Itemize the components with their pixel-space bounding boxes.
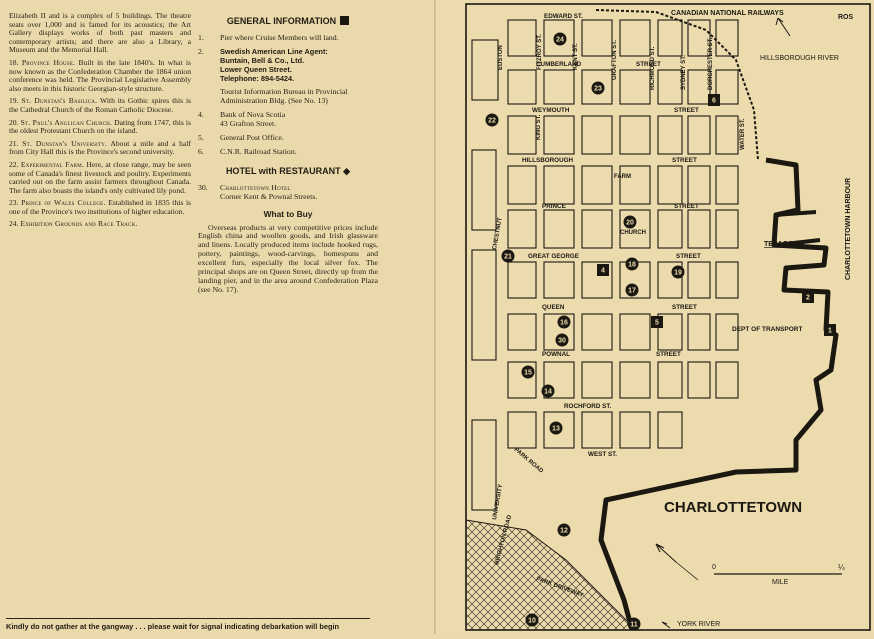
circle-marker (626, 284, 639, 297)
info-number (198, 88, 220, 106)
left-page (0, 0, 436, 634)
marker-number: 24 (556, 36, 564, 44)
street-label: EUSTON (498, 45, 504, 70)
attraction-entry (9, 161, 191, 195)
entry-title: St. Dunstan's University. (22, 138, 108, 148)
square-marker (802, 291, 814, 303)
farm-label: FARM (614, 174, 631, 180)
hotel-address: Corner Kent & Pownal Streets. (220, 191, 318, 201)
city-block (508, 116, 536, 154)
street-label: BRIGHTON ROAD (494, 514, 514, 566)
marker-number: 18 (628, 261, 636, 269)
entry-title: Province House. (21, 57, 76, 67)
info-number: 6. (198, 146, 204, 156)
marker-number: 30 (558, 337, 566, 345)
street-label: PARK ROAD (512, 446, 545, 475)
street-label: STREET (636, 61, 661, 68)
entry-text: Established in 1835 this is one of the Province's two institutions of higher education. (9, 198, 192, 216)
marker-number: 1 (828, 327, 832, 335)
circle-marker (558, 524, 571, 537)
attraction-entry (9, 12, 191, 55)
city-block (544, 210, 574, 248)
marker-number: 11 (630, 621, 638, 629)
marker-number: 5 (655, 319, 659, 327)
entry-text: About a mile and a half from City Hall this is the Province's second university. (9, 138, 191, 157)
circle-marker (556, 334, 569, 347)
info-item (198, 88, 378, 106)
circle-marker (486, 114, 499, 127)
city-block (716, 262, 738, 298)
circle-marker (542, 385, 555, 398)
entry-number: 20. (9, 117, 19, 127)
hotel-name: Charlottetown Hotel (220, 182, 291, 192)
entry-title: St. Paul's Anglican Church. (20, 117, 113, 127)
info-line: Buntain, Bell & Co., Ltd. (220, 55, 305, 65)
square-marker-icon (340, 16, 349, 25)
entry-title: St. Dunstan's Basilica. (21, 96, 98, 106)
marker-number: 2 (806, 294, 810, 302)
info-line: Lower Queen Street. (220, 64, 292, 74)
circle-marker (522, 366, 535, 379)
marker-number: 6 (712, 97, 716, 105)
city-block (582, 20, 612, 56)
entry-text: Built in the late 1840's. In what is now known as the Confederation Chamber the 1864 union conference was held. The Provincial Legislative Assembly also meets in this historic Georgian-style structure. (9, 57, 191, 93)
info-line: 43 Grafton Street. (220, 119, 277, 129)
street-label: STREET (656, 351, 681, 358)
outer-block (472, 420, 496, 510)
info-text (220, 111, 285, 129)
city-block (688, 116, 710, 154)
north-arrow-icon (656, 544, 676, 562)
corner-initials: ROS (838, 14, 854, 21)
info-number: 2. (198, 46, 204, 56)
outer-block (472, 250, 496, 360)
marker-number: 4 (601, 267, 605, 275)
general-info-column (198, 16, 378, 295)
marker-number: 22 (488, 117, 496, 125)
info-text: Tourist Information Bureau in Provincial Administration Bldg. (See No. 13) (220, 87, 348, 106)
attraction-entry (9, 59, 191, 93)
city-block (582, 412, 612, 448)
city-block (582, 362, 612, 398)
attractions-column (9, 12, 191, 233)
street-label: EDWARD ST. (544, 13, 583, 20)
city-block (688, 262, 710, 298)
street-label: PARK DRIVEWAY (535, 576, 585, 599)
city-block (658, 362, 682, 398)
city-block (716, 116, 738, 154)
street-label: STREET (674, 203, 699, 210)
hotel-details (220, 184, 317, 202)
map-title: CHARLOTTETOWN (664, 499, 803, 516)
city-block (620, 116, 650, 154)
street-label: KENT ST. (573, 43, 579, 70)
square-marker (708, 94, 720, 106)
info-text: General Post Office. (220, 133, 284, 143)
city-block (688, 70, 710, 104)
entry-number: 22. (9, 159, 19, 169)
info-item (198, 148, 378, 157)
marker-number: 17 (628, 287, 636, 295)
marker-number: 10 (528, 617, 536, 625)
canadian-railways-label: CANADIAN NATIONAL RAILWAYS (671, 10, 784, 17)
general-info-heading: GENERAL INFORMATION (198, 16, 378, 26)
what-to-buy-text: Overseas products at very competitive prices include English china and woollen goods, and Irish glassware and linens. Locally produced items include hooked rugs, pottery, paintings, wood-carvings, homespuns and excellent furs, especially the local silver fox. The principal shops are on Queen Street, directly up from the landing pier, and in the area around Confederation Plaza (see No. 17). (198, 222, 378, 294)
marker-number: 21 (504, 253, 512, 261)
circle-marker (624, 216, 637, 229)
city-block (508, 314, 536, 350)
attraction-entry (9, 199, 191, 216)
york-river-label: YORK RIVER (677, 621, 721, 628)
city-block (620, 210, 650, 248)
marker-number: 15 (524, 369, 532, 377)
street-label: CHESTNUT (492, 217, 504, 251)
city-block (716, 362, 738, 398)
entry-text: Here, at close range, may be seen some of Canada's finest livestock and poultry. Experiments carried out on the farm assist farmers throughout Canada. The farm also boasts the island's only cultivated lily pond. (9, 159, 191, 195)
scale-unit: MILE (772, 579, 789, 586)
info-number: 5. (198, 133, 204, 143)
diamond-icon: ◆ (343, 165, 351, 176)
info-number: 1. (198, 32, 204, 42)
city-block (688, 362, 710, 398)
city-block (716, 210, 738, 248)
york-arrow-icon (662, 622, 670, 628)
info-number: 4. (198, 110, 204, 120)
entry-title: Exhibition Grounds and Race Track. (20, 219, 138, 229)
city-block (658, 70, 682, 104)
city-block (544, 116, 574, 154)
city-block (620, 166, 650, 204)
marker-number: 12 (560, 527, 568, 535)
footer-notice: Kindly do not gather at the gangway . . . please wait for signal indicating debarkation will begin (6, 618, 370, 631)
info-text: C.N.R. Railroad Station. (220, 146, 297, 156)
marker-number: 14 (544, 388, 552, 396)
street-label: QUEEN (542, 304, 565, 311)
city-block (582, 116, 612, 154)
entry-number: 18. (9, 57, 19, 67)
info-item (198, 111, 378, 129)
info-line: Bank of Nova Scotia (220, 110, 286, 120)
street-label: WATER ST. (740, 118, 746, 150)
street-label: KING ST. (536, 114, 542, 140)
charlottetown-map (436, 0, 874, 634)
entry-title: Prince of Wales College. (21, 198, 106, 208)
what-to-buy-heading: What to Buy (263, 208, 313, 219)
street-label: STREET (672, 304, 697, 311)
texaco-label: TEXACO OIL (764, 241, 807, 248)
street-label: DORCHESTER ST. (708, 37, 714, 90)
circle-marker (554, 33, 567, 46)
compass-line (676, 562, 698, 580)
city-block (658, 166, 682, 204)
circle-marker (550, 422, 563, 435)
street-label: STREET (672, 157, 697, 164)
street-label: POWNAL (542, 351, 570, 358)
marker-number: 13 (552, 425, 560, 433)
hillsborough-river-label: HILLSBOROUGH RIVER (760, 55, 839, 62)
entry-number: 21. (9, 138, 19, 148)
harbour-label: CHARLOTTETOWN HARBOUR (845, 177, 852, 280)
circle-marker (592, 82, 605, 95)
city-block (658, 210, 682, 248)
outer-block (472, 40, 498, 100)
street-label: FITZROY ST. (537, 34, 543, 70)
right-page (436, 0, 874, 634)
entry-title: Experimental Farm. (20, 159, 84, 169)
entry-number: 23. (9, 198, 19, 208)
entry-number: 19. (9, 96, 19, 106)
info-line: Telephone: 894-5424. (220, 73, 295, 83)
city-block (508, 412, 536, 448)
city-block (544, 166, 574, 204)
scale-quarter: ¼ (838, 563, 845, 572)
marker-number: 19 (674, 269, 682, 277)
hotel-heading: HOTEL with RESTAURANT ◆ (225, 165, 351, 176)
circle-marker (626, 258, 639, 271)
city-block (658, 412, 682, 448)
city-block (658, 116, 682, 154)
dept-transport-label: DEPT OF TRANSPORT (732, 326, 803, 333)
city-block (620, 20, 650, 56)
city-block (508, 20, 536, 56)
street-label: RICHMOND ST. (650, 46, 656, 90)
marker-number: 20 (626, 219, 634, 227)
city-block (688, 166, 710, 204)
outer-block (472, 150, 496, 230)
circle-marker (558, 316, 571, 329)
city-block (620, 412, 650, 448)
attraction-entry (9, 140, 191, 157)
entry-text: Dating from 1747, this is the oldest Protestant Church on the island. (9, 117, 191, 136)
marker-number: 23 (594, 85, 602, 93)
hotel-item (198, 184, 378, 202)
city-block (544, 70, 574, 104)
street-label: GREAT GEORGE (528, 253, 579, 260)
park-hatched-area (466, 520, 636, 630)
square-marker (651, 316, 663, 328)
circle-marker (502, 250, 515, 263)
info-item (198, 48, 378, 84)
entry-text: Elizabeth II and is a complex of 5 buildings. The theatre seats over 1,000 and is famed for its acoustics; the Art Gallery displays works of both past masters and contemporary artists; and there are also a Library, a Museum and the Memorial Hall. (9, 11, 191, 55)
city-block (508, 70, 536, 104)
general-info-list (198, 34, 378, 157)
square-marker (597, 264, 609, 276)
square-marker (824, 324, 836, 336)
info-item (198, 34, 378, 43)
street-label: ROCHFORD ST. (564, 403, 612, 410)
street-label: GRAFTON ST. (612, 40, 618, 80)
info-line: Swedish American Line Agent: (220, 46, 328, 56)
city-block (620, 314, 650, 350)
marker-number: 16 (560, 319, 568, 327)
city-block (688, 314, 710, 350)
city-block (658, 20, 682, 56)
attraction-entry (9, 119, 191, 136)
circle-marker (526, 614, 539, 627)
street-label: SYDNEY ST. (681, 55, 687, 90)
street-label: CUMBERLAND (536, 61, 582, 68)
info-item (198, 134, 378, 143)
city-block (688, 210, 710, 248)
street-label: UNIVERSITY (492, 483, 505, 521)
hillsborough-arrow-icon (776, 18, 790, 36)
hotel-number: 30. (198, 182, 208, 192)
city-block (620, 70, 650, 104)
info-text (220, 48, 328, 84)
city-block (508, 262, 536, 298)
scale-zero: 0 (712, 564, 716, 571)
city-block (508, 210, 536, 248)
attraction-entry (9, 220, 191, 229)
city-block (582, 166, 612, 204)
street-label: STREET (676, 253, 701, 260)
church-label: CHURCH (620, 230, 646, 236)
street-label: HILLSBOROUGH (522, 157, 574, 164)
street-label: WEST ST. (588, 451, 618, 458)
street-label: WEYMOUTH (532, 107, 570, 114)
entry-text: With its Gothic spires this is the Cathedral Church of the Roman Catholic Diocese. (9, 96, 192, 114)
street-label: PRINCE (542, 203, 566, 210)
circle-marker (628, 618, 641, 631)
attraction-entry (9, 97, 191, 114)
city-block (508, 166, 536, 204)
info-text: Pier where Cruise Members will land. (220, 32, 339, 42)
city-block (582, 210, 612, 248)
city-block (582, 314, 612, 350)
city-block (716, 166, 738, 204)
entry-number: 24. (9, 219, 19, 229)
street-label: STREET (674, 107, 699, 114)
city-block (620, 362, 650, 398)
circle-marker (672, 266, 685, 279)
city-block (544, 262, 574, 298)
